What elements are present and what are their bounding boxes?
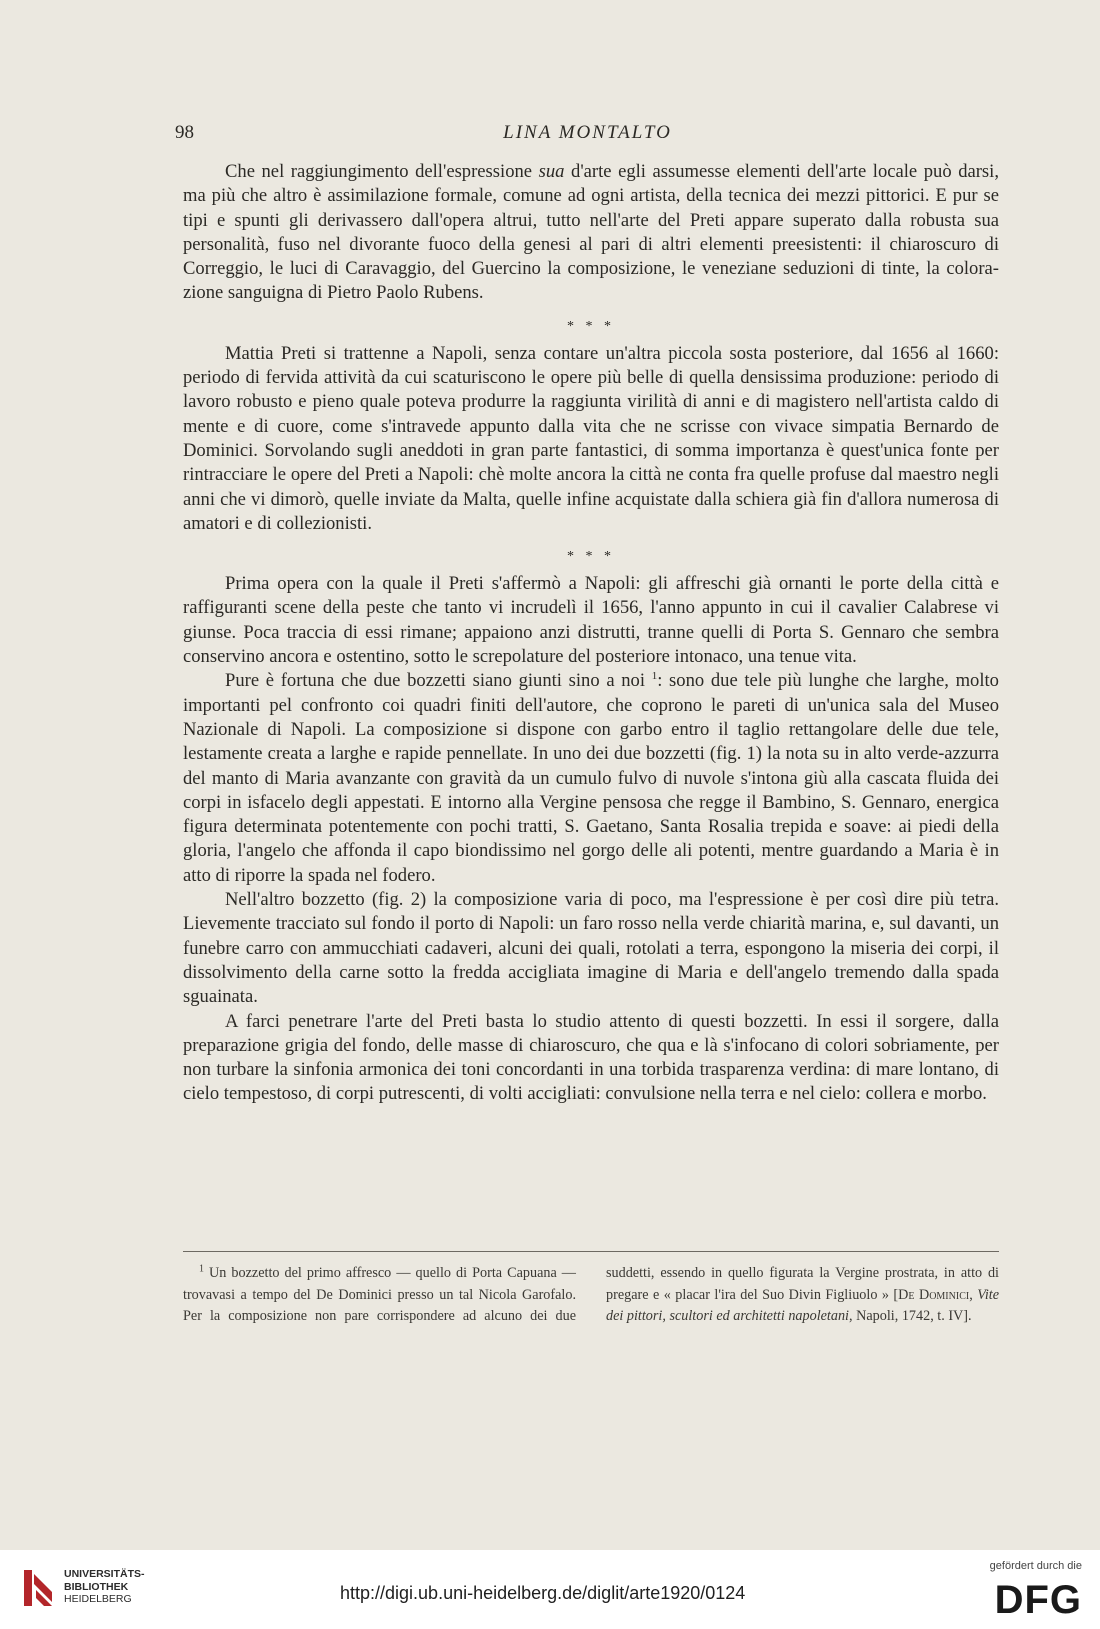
author-name: De Dominici <box>898 1286 970 1303</box>
permalink-url[interactable]: http://digi.ub.uni-heidelberg.de/diglit/arte1920/0124 <box>340 1583 746 1603</box>
paragraph-2: Mattia Preti si trattenne a Napoli, senza contare un'altra piccola sosta posteriore, dal 1656 al 1660: periodo di fervida attività da cui scaturiscono le opere più belle di quella densissima produzione: periodo di lavoro robusto e pieno quale poteva produrre la raggiunta virilità di anni e di magistero nell'artista caldo di mente e di cuore, come s'intravede appunto dalla vita che ne scrisse con vivace simpatia Bernardo de Dominici. Sorvolando sugli aneddoti in gran parte fantastici, di somma importanza è quest'unica fonte per rintracciare le opere del Preti a Napoli: chè molte ancora la città ne conta fra quelle profuse dal maestro negli anni che vi dimorò, quelle inviate da Malta, quelle infine acquistate dalla schiera già fin d'allora numerosa di amatori e di collezionisti. <box>183 342 999 534</box>
paragraph-4 <box>183 669 999 888</box>
library-line: HEIDELBERG <box>64 1593 132 1605</box>
funding-caption: gefördert durch die <box>989 1560 1082 1572</box>
section-separator: * * * <box>567 318 615 334</box>
text-span: Che nel raggiungimento dell'espressione <box>225 161 539 182</box>
footnote-reference: 1 <box>651 670 658 683</box>
viewer-footer <box>0 1550 1100 1629</box>
footnote-mark: 1 <box>199 1263 204 1275</box>
running-head <box>175 122 1000 152</box>
footnote-1 <box>183 1263 999 1328</box>
library-line: BIBLIOTHEK <box>64 1580 129 1593</box>
running-title: LINA MONTALTO <box>503 122 672 143</box>
library-name[interactable] <box>64 1568 145 1606</box>
paragraph-3: Prima opera con la quale il Preti s'affermò a Napoli: gli affreschi già ornanti le porte della città e raffiguranti scene della peste che tanto vi incrudelì il 1656, l'anno appunto in cui il cavalier Calabrese vi giunse. Poca traccia di essi rimane; appaiono anzi distrutti, tranne quelli di Porta S. Gennaro che sembra conservino ancora e ostentino, sotto le screpolature del posteriore intonaco, una tenue vita. <box>183 573 999 668</box>
section-separator: * * * <box>567 549 615 565</box>
paragraph-6: A farci penetrare l'arte del Preti basta lo studio attento di questi bozzetti. In essi il sorgere, dalla preparazione grigia del fondo, delle masse di chiaroscuro, che qua e là s'infocano di colori sobriamente, per non turbare la sinfonia armonica dei toni concordanti in una torbida trasparenza verdina: di mare lontano, di cielo tempestoso, di corpi putrescenti, di volti accigliati: convulsione nella terra e nel cielo: collera e morbo. <box>183 1010 999 1105</box>
library-line: UNIVERSITÄTS- <box>64 1568 145 1580</box>
italic-word: sua <box>538 161 565 182</box>
university-library-logo-icon[interactable] <box>22 1568 58 1608</box>
book-title: Vite dei pittori, scultori ed architetti napoletani <box>606 1286 999 1324</box>
footnotes <box>183 1263 999 1328</box>
text-span: Pure è fortuna che due bozzetti siano giunti sino a noi <box>225 670 652 692</box>
paragraph-5: Nell'altro bozzetto (fig. 2) la composizione varia di poco, ma l'espressione è per così dire più tetra. Lievemente tracciato sul fondo il porto di Napoli: un faro rosso nella verde chiarità marina, e, sul davanti, un funebre carro con ammucchiati cadaveri, alcuni dei quali, rotolati a terra, espongono la miseria dei corpi, il dissolvimento della carne sotto la fredda accigliata imagine di Maria e dell'angelo tremendo dalla spada sguainata. <box>183 889 999 1008</box>
text-span: , Napoli, 1742, t. IV]. <box>849 1308 972 1324</box>
text-span: d'arte egli assumesse elementi dell'arte locale può darsi, ma più che altro è assimilazione formale, comune ad ogni artista, della tecnica dei mezzi pittorici. E pur se tipi e spunti gli derivassero dall'opera altrui, tutto nell'arte del Preti appare superato dalla robusta sua personalità, fuso nel divorante fuoco della genesi al pari di altri elementi preesistenti: il chiaroscuro di Correggio, le luci di Caravaggio, del Guercino la composizione, le veneziane seduzioni di tinte, la colorazione sanguigna di Pietro Paolo Rubens. <box>183 161 999 304</box>
dfg-logo[interactable]: DFG <box>994 1578 1082 1622</box>
text-span: : sono due tele più lunghe che larghe, molto importanti pel confronto coi quadri finiti dell'autore, che coprono le pareti di un'unica sala del Museo Nazionale di Napoli. La composizione si dispone con garbo entro il taglio rettangolare delle due tele, lestamente creata a larghe e rapide pennellate. In uno dei due bozzetti (fig. 1) la nota su in alto verde-azzurra del manto di Maria avanzante con gravità da un cumulo fulvo di nuvole s'intona giù alla cascata fluida dei corpi in isfacelo degli appestati. E intorno alla Vergine pensosa che regge il Bambino, S. Gennaro, energica figura determinata potentemente con pochi tratti, S. Gaetano, Santa Rosalia trepida e soave: ai piedi della gloria, l'angelo che affonda il capo biondissimo nel gorgo delle ali potenti, mentre guardando a Maria è in atto di riporre la spada nel fodero. <box>183 670 999 886</box>
page-number: 98 <box>175 122 194 143</box>
body-text <box>183 160 999 1107</box>
text-span: , <box>969 1286 978 1303</box>
footnote-rule <box>183 1251 999 1252</box>
text-span: Un bozzetto del primo affresco — quello di Porta Capuana — trovavasi a tempo del De Dominici presso un tal Nicola Garofalo. Per la composizione non pare corrispondere ad alcuno dei due suddetti, essendo in quello figurata la Vergine prostrata, in atto di pregare e « placar l'ira del Suo Divin Figliuolo » [ <box>183 1265 999 1324</box>
paragraph-1 <box>183 160 999 306</box>
